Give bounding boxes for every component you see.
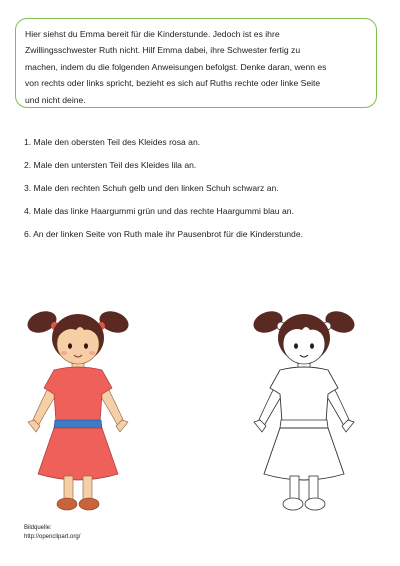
source-url: http://openclipart.org/: [24, 534, 81, 540]
instructions-box: [15, 18, 377, 108]
task-item: 4. Male das linke Haargummi grün und das rechte Haargummi blau an.: [24, 206, 294, 216]
task-list: [24, 137, 384, 252]
intro-line: machen, indem du die folgenden Anweisungen befolgst. Denke daran, wenn es: [25, 61, 327, 72]
intro-line: und nicht deine.: [25, 94, 86, 105]
intro-line: von rechts oder links spricht, bezieht es sich auf Ruths rechte oder linke Seite: [25, 78, 321, 89]
task-item: 6. An der linken Seite von Ruth male ihr Pausenbrot für die Kinderstunde.: [24, 229, 303, 239]
task-item: 2. Male den untersten Teil des Kleides lila an.: [24, 160, 197, 170]
source-label: Bildquelle:: [24, 525, 52, 531]
emma-colored-illustration: [22, 304, 134, 518]
task-item: 3. Male den rechten Schuh gelb und den linken Schuh schwarz an.: [24, 183, 279, 193]
intro-line: Zwillingsschwester Ruth nicht. Hilf Emma dabei, ihre Schwester fertig zu: [25, 45, 301, 56]
task-item: 1. Male den obersten Teil des Kleides rosa an.: [24, 137, 201, 147]
image-source-note: [24, 524, 80, 542]
ruth-outline-illustration: [248, 304, 360, 518]
intro-line: Hier siehst du Emma bereit für die Kinderstunde. Jedoch ist es ihre: [25, 29, 280, 39]
